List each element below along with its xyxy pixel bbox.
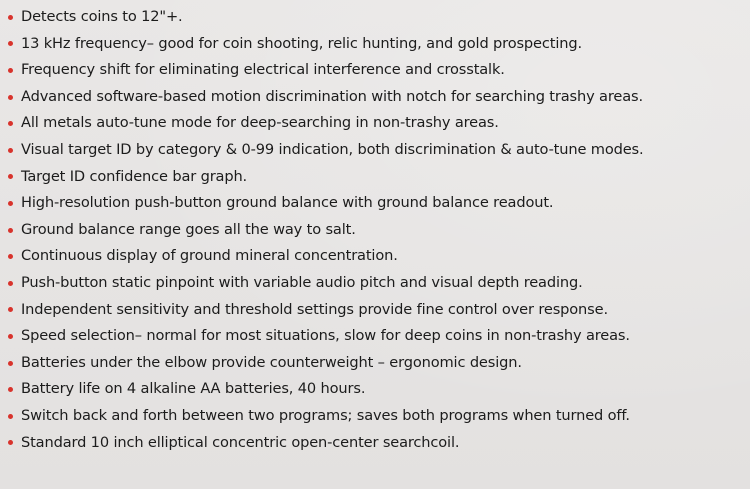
feature-item (8, 270, 748, 297)
bullet-icon (8, 387, 13, 392)
bullet-icon (8, 174, 13, 179)
feature-item (8, 164, 748, 191)
bullet-icon (8, 307, 13, 312)
feature-item (8, 137, 748, 164)
feature-item (8, 350, 748, 377)
feature-item (8, 190, 748, 217)
feature-text: Visual target ID by category & 0-99 indication, both discrimination & auto-tune modes. (21, 140, 644, 158)
feature-text: Detects coins to 12"+. (21, 8, 183, 25)
feature-item (8, 4, 748, 31)
feature-text: High-resolution push-button ground balance with ground balance readout. (21, 194, 554, 212)
bullet-icon (8, 148, 13, 153)
bullet-icon (8, 121, 13, 126)
feature-text: Speed selection– normal for most situations, slow for deep coins in non-trashy areas. (21, 327, 630, 345)
bullet-icon (8, 41, 13, 46)
feature-item (8, 323, 748, 350)
feature-item (8, 217, 748, 244)
feature-text: Advanced software-based motion discrimination with notch for searching trashy areas. (21, 87, 643, 105)
bullet-icon (8, 201, 13, 206)
feature-text: Ground balance range goes all the way to salt. (21, 220, 356, 238)
feature-text: Target ID confidence bar graph. (21, 167, 248, 185)
feature-text: Independent sensitivity and threshold settings provide fine control over response. (21, 300, 608, 318)
bullet-icon (8, 68, 13, 73)
bullet-icon (8, 440, 13, 445)
feature-text: Batteries under the elbow provide counterweight – ergonomic design. (21, 353, 522, 371)
bullet-icon (8, 334, 13, 339)
bullet-icon (8, 228, 13, 233)
feature-text: Battery life on 4 alkaline AA batteries, 40 hours. (21, 380, 366, 398)
feature-item (8, 31, 748, 58)
feature-item (8, 403, 748, 430)
feature-text: Push-button static pinpoint with variable audio pitch and visual depth reading. (21, 273, 583, 291)
feature-text: 13 kHz frequency– good for coin shooting, relic hunting, and gold prospecting. (21, 34, 582, 52)
feature-text: Continuous display of ground mineral concentration. (21, 247, 398, 265)
feature-item (8, 57, 748, 84)
feature-text: All metals auto-tune mode for deep-searching in non-trashy areas. (21, 114, 499, 132)
feature-text: Switch back and forth between two programs; saves both programs when turned off. (21, 406, 630, 424)
feature-list (8, 4, 748, 456)
feature-text: Frequency shift for eliminating electrical interference and crosstalk. (21, 61, 505, 79)
feature-item (8, 84, 748, 111)
feature-text: Standard 10 inch elliptical concentric open-center searchcoil. (21, 433, 460, 451)
bullet-icon (8, 254, 13, 259)
feature-item (8, 110, 748, 137)
feature-item (8, 297, 748, 324)
bullet-icon (8, 15, 13, 20)
feature-item (8, 376, 748, 403)
feature-item (8, 430, 748, 457)
feature-item (8, 243, 748, 270)
bullet-icon (8, 361, 13, 366)
bullet-icon (8, 281, 13, 286)
bullet-icon (8, 95, 13, 100)
bullet-icon (8, 414, 13, 419)
